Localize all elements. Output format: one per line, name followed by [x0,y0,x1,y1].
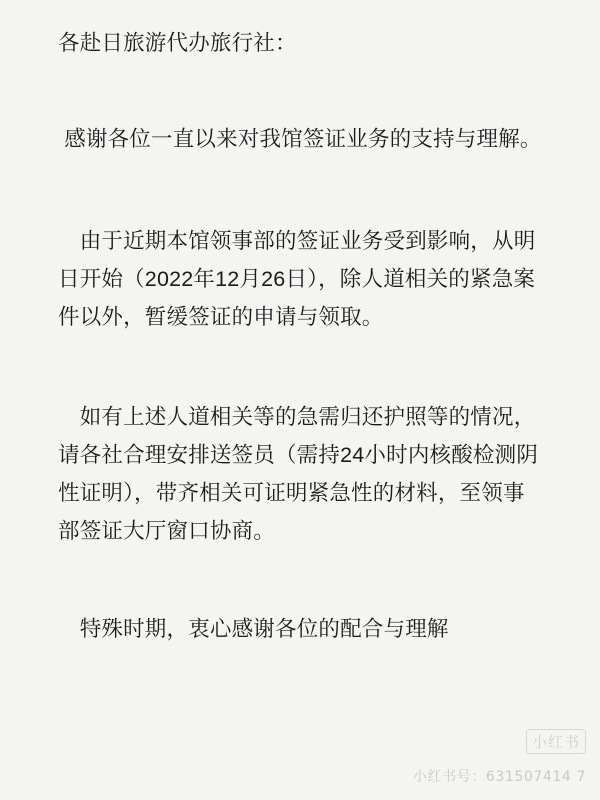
salutation-line: 各赴日旅游代办旅行社： [58,31,297,55]
notice-body [58,24,542,648]
paragraph-3: 如有上述人道相关等的急需归还护照等的情况，请各社合理安排送签员（需持24小时内核酸检测阴性证明），带齐相关可证明紧急性的材料，至领事部签证大厅窗口协商。 [58,405,539,543]
watermark-user-id: 小红书号：631507414 7 [412,769,586,785]
paragraph-2: 由于近期本馆领事部的签证业务受到影响，从明日开始（2022年12月26日），除人道相关的紧急案件以外，暂缓签证的申请与领取。 [58,229,536,329]
watermark-logo: 小红书 [526,729,586,754]
paragraph-4: 特殊时期，衷心感谢各位的配合与理解 [58,617,449,641]
paragraph-1: 感谢各位一直以来对我馆签证业务的支持与理解。 [58,127,542,151]
